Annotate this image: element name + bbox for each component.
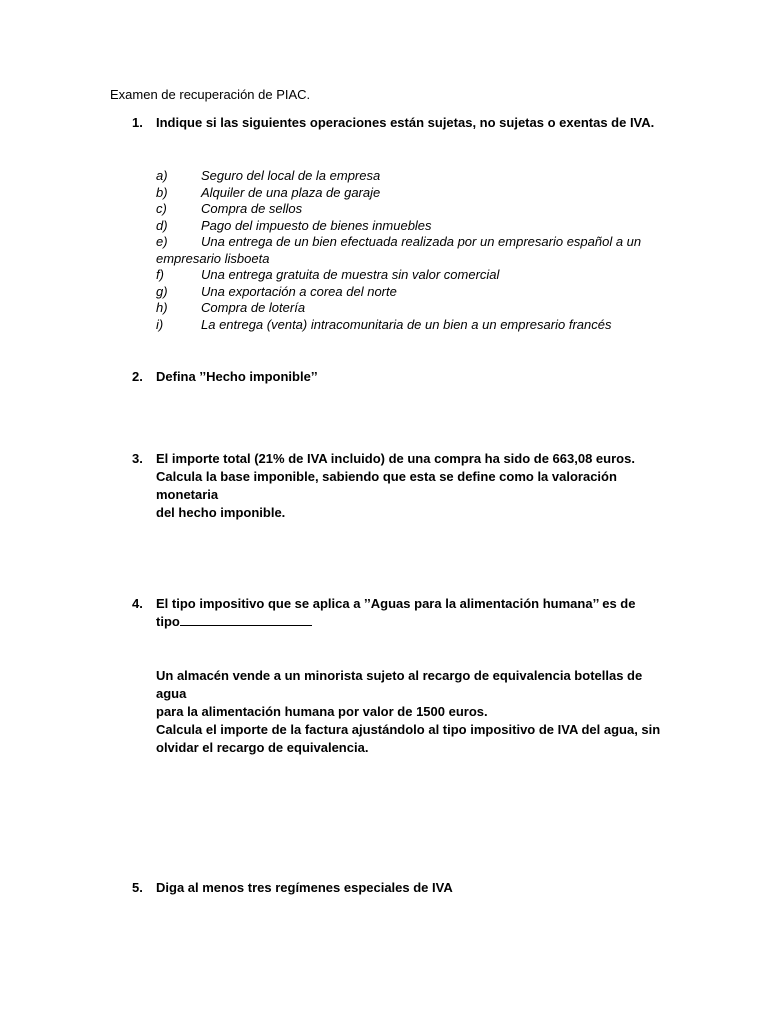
list-item-label: f) <box>156 267 164 282</box>
paragraph-line: Un almacén vende a un minorista sujeto al recargo de equivalencia botellas de agua <box>156 668 643 701</box>
list-item-text: Una entrega gratuita de muestra sin valor comercial <box>201 267 500 282</box>
list-item <box>156 284 656 301</box>
question-4-line-2 <box>156 613 666 631</box>
question-2-number: 2. <box>132 369 143 384</box>
list-item-text: Seguro del local de la empresa <box>201 168 381 183</box>
list-item-text: La entrega (venta) intracomunitaria de un bien a un empresario francés <box>201 316 612 332</box>
question-4-text <box>156 595 666 631</box>
paragraph-line: Calcula el importe de la factura ajustándolo al tipo impositivo de IVA del agua, sin <box>156 722 661 737</box>
question-3-line: Calcula la base imponible, sabiendo que esta se define como la valoración monetaria <box>156 469 617 502</box>
question-4-tipo: tipo <box>156 614 180 629</box>
operations-list <box>156 168 656 333</box>
question-4-paragraph <box>156 667 666 757</box>
list-item-text: Una exportación a corea del norte <box>201 283 397 299</box>
paragraph-line: olvidar el recargo de equivalencia. <box>156 740 369 755</box>
list-item-text: Alquiler de una plaza de garaje <box>201 184 381 200</box>
list-item-text: Una entrega de un bien efectuada realizada por un empresario español a un <box>201 234 642 249</box>
question-4-number: 4. <box>132 596 143 611</box>
list-item-label: a) <box>156 168 168 183</box>
question-3-line: del hecho imponible. <box>156 505 286 520</box>
list-item <box>156 201 656 218</box>
list-item-label: d) <box>156 217 168 233</box>
paragraph-line: para la alimentación humana por valor de 1500 euros. <box>156 704 488 719</box>
list-item-text: Pago del impuesto de bienes inmuebles <box>201 217 432 233</box>
list-item-text: Compra de sellos <box>201 201 303 216</box>
list-item-label: b) <box>156 184 168 200</box>
question-5-text: Diga al menos tres regímenes especiales de IVA <box>156 880 453 895</box>
question-3-line: El importe total (21% de IVA incluido) de una compra ha sido de 663,08 euros. <box>156 451 635 466</box>
list-item <box>156 185 656 202</box>
list-item-label: e) <box>156 234 168 249</box>
list-item-label: c) <box>156 201 167 216</box>
question-1-number: 1. <box>132 115 143 130</box>
question-1-text: Indique si las siguientes operaciones están sujetas, no sujetas o exentas de IVA. <box>156 115 655 130</box>
question-3-text <box>156 450 666 522</box>
list-item-label: h) <box>156 300 168 315</box>
list-item <box>156 234 656 251</box>
answer-blank[interactable] <box>180 613 312 626</box>
question-3-number: 3. <box>132 451 143 466</box>
list-item-continuation <box>156 251 656 268</box>
exam-title: Examen de recuperación de PIAC. <box>110 87 311 102</box>
list-item-label: g) <box>156 283 168 299</box>
list-item <box>156 317 656 334</box>
list-item <box>156 218 656 235</box>
list-item-text: Compra de lotería <box>201 300 306 315</box>
question-5-number: 5. <box>132 880 143 895</box>
list-item <box>156 300 656 317</box>
question-4-line: El tipo impositivo que se aplica a ’’Aguas para la alimentación humana’’ es de <box>156 596 636 611</box>
list-item <box>156 168 656 185</box>
list-item-label: i) <box>156 316 164 332</box>
list-item <box>156 267 656 284</box>
list-item-text-continuation: empresario lisboeta <box>156 250 270 266</box>
question-2-text: Defina ’’Hecho imponible’’ <box>156 369 318 384</box>
